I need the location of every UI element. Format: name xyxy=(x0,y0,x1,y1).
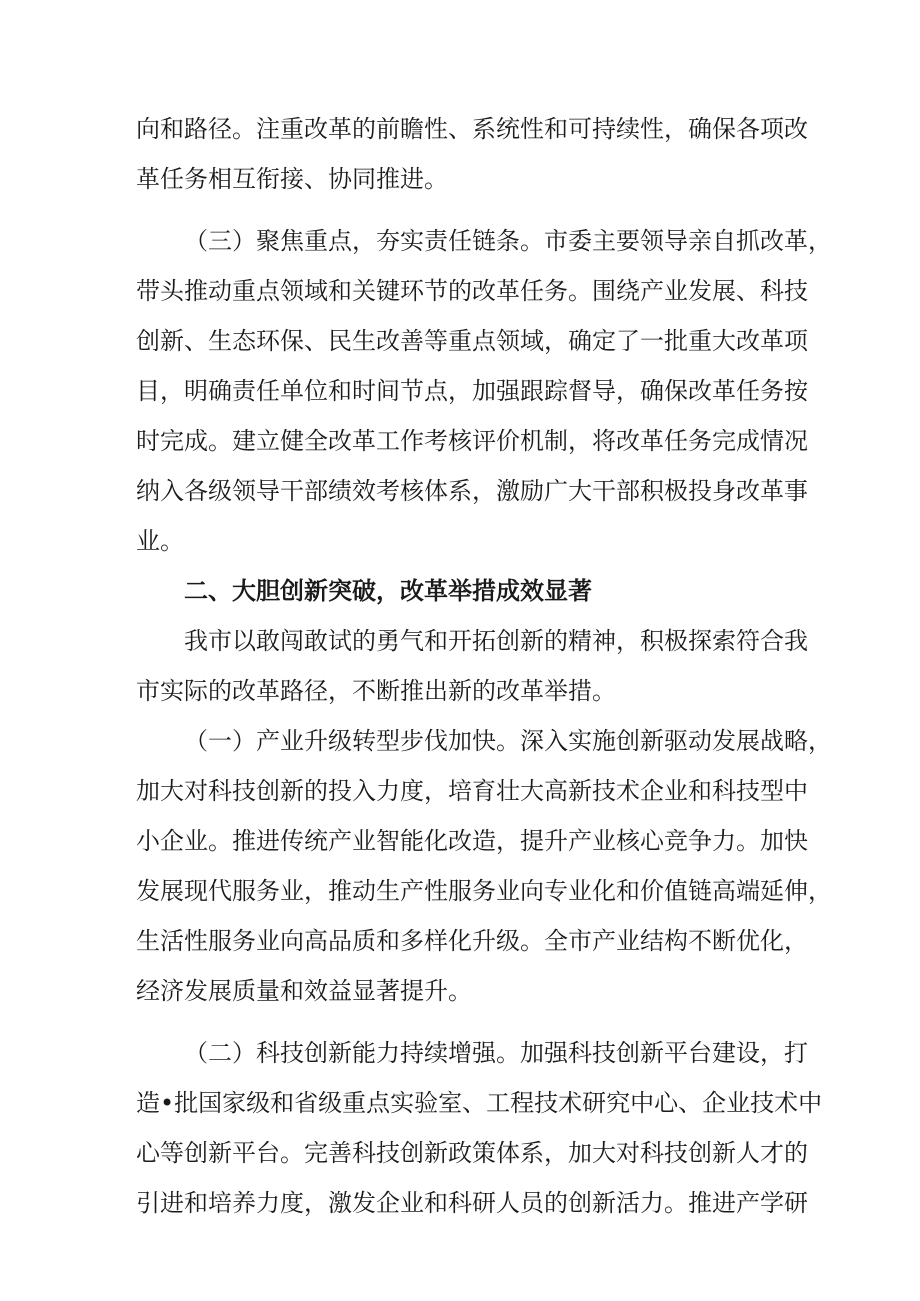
body-line: （二）科技创新能力持续增强。加强科技创新平台建设，打 xyxy=(184,1039,808,1067)
body-line: 心等创新平台。完善科技创新政策体系，加大对科技创新人才的 xyxy=(136,1139,808,1167)
body-line: 市实际的改革路径，不断推出新的改革举措。 xyxy=(136,677,616,705)
body-line: 经济发展质量和效益显著提升。 xyxy=(136,977,472,1005)
document-body xyxy=(136,104,832,1228)
body-line: 发展现代服务业，推动生产性服务业向专业化和价值链高端延伸， xyxy=(136,877,832,905)
paragraph-gap xyxy=(136,204,786,216)
body-line: （一）产业升级转型步伐加快。深入实施创新驱动发展战略， xyxy=(184,727,832,755)
body-line: （三）聚焦重点，夯实责任链条。市委主要领导亲自抓改革， xyxy=(184,227,832,255)
body-line: 时完成。建立健全改革工作考核评价机制，将改革任务完成情况 xyxy=(136,427,808,455)
body-line: 目，明确责任单位和时间节点，加强跟踪督导，确保改革任务按 xyxy=(136,377,808,405)
body-line: 革任务相互衔接、协同推进。 xyxy=(136,165,448,193)
body-line: 生活性服务业向高品质和多样化升级。全市产业结构不断优化， xyxy=(136,927,808,955)
section-heading: 二、大胆创新突破，改革举措成效显著 xyxy=(184,577,592,605)
body-line: 小企业。推进传统产业智能化改造，提升产业核心竞争力。加快 xyxy=(136,827,808,855)
body-line: 加大对科技创新的投入力度，培育壮大高新技术企业和科技型中 xyxy=(136,777,808,805)
body-line: 业。 xyxy=(136,527,184,555)
body-line: 我市以敢闯敢试的勇气和开拓创新的精神，积极探索符合我 xyxy=(184,627,808,655)
paragraph-gap xyxy=(136,1016,786,1028)
body-line: 带头推动重点领域和关键环节的改革任务。围绕产业发展、科技 xyxy=(136,277,808,305)
body-line: 纳入各级领导干部绩效考核体系，激励广大干部积极投身改革事 xyxy=(136,477,808,505)
body-line: 向和路径。注重改革的前瞻性、系统性和可持续性，确保各项改 xyxy=(136,115,808,143)
body-line: 引进和培养力度，激发企业和科研人员的创新活力。推进产学研 xyxy=(136,1189,808,1217)
body-line: 造•批国家级和省级重点实验室、工程技术研究中心、企业技术中 xyxy=(136,1089,823,1117)
body-line: 创新、生态环保、民生改善等重点领域，确定了一批重大改革项 xyxy=(136,327,808,355)
